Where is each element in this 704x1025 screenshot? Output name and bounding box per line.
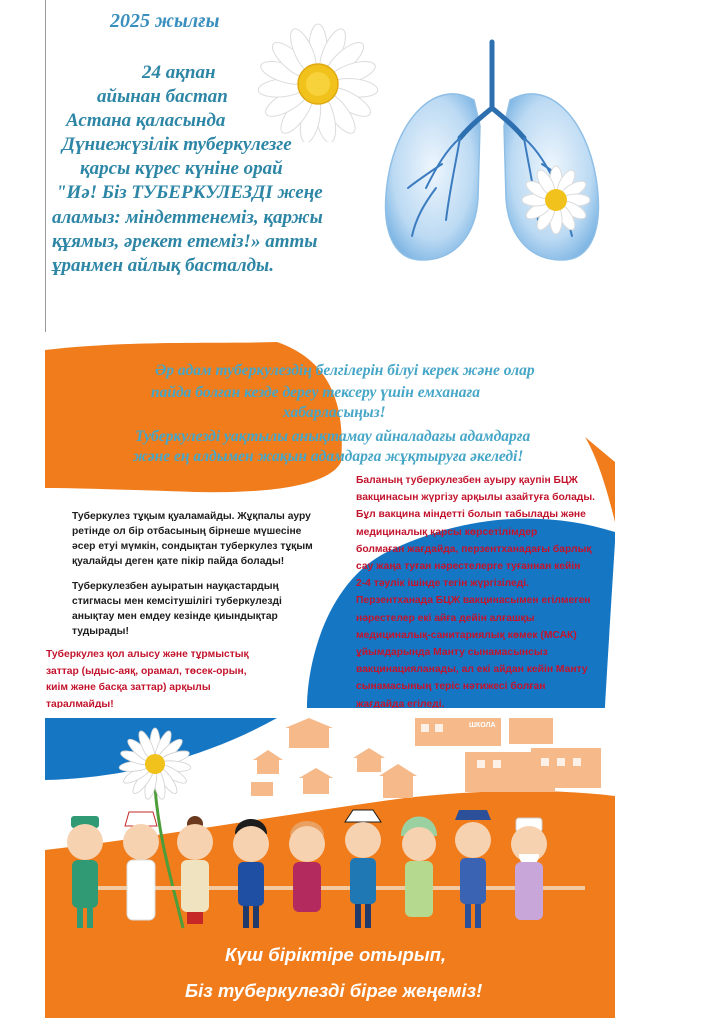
school-sign: ШКОЛА [469,722,496,729]
intro-line: "Иә! Біз ТУБЕРКУЛЕЗДІ жеңе [56,182,323,203]
header-line: Туберкулезді уақтылы анықтамау айналадағы адамдарға [135,428,531,445]
paragraph-stigma: Туберкулезбен ауыратын науқастардың стигмасы мен кемсітушілігі туберкулезді анықтау мен емдеу кезінде қиындықтар тудырады! [72,581,282,637]
paragraph-hereditary: Туберкулез тұқым қуаламайды. Жұқпалы ауру ретінде ол бір отбасының бірнеше мүшесіне әсер етуі мүмкін, сондықтан туберкулез тұқым қуалайды деген қате пікір пайда болады! [72,511,313,567]
intro-line: 24 ақпан [142,62,216,83]
intro-line: Астана қаласында [66,110,226,131]
intro-line: қарсы күрес күніне орай [80,158,283,179]
intro-line: айынан бастап [97,86,228,107]
house-icon [251,718,417,798]
chamomile-icon [256,22,386,142]
header-line: пайда болған кезде дереу тексеру үшін емханаға [151,384,480,401]
intro-line: құямыз, әрекет етеміз!» атты [52,231,318,252]
poster-background [45,718,615,1018]
vertical-rule [45,0,46,332]
header-line: хабарласыңыз! [283,404,386,421]
year-heading: 2025 жылғы [110,10,220,32]
slogan-line-1: Күш біріктіре отырып, [225,944,447,965]
lungs-icon [376,38,608,268]
info-section [45,342,615,708]
intro-section [0,0,704,335]
paragraph-bcg-vaccine: Баланың туберкулезбен ауыру қаупін БЦЖ вакцинасын жүргізу арқылы азайтуға болады. Бұл вакцина міндетті болып табылады және медициналық қарсы көрсетілімдер болмаған жағдайда, перзентханадағы барлық сау жаңа туған нәрестелерге туғаннан кейін 2-4 тәулік ішінде тегін жүргізіледі. Перзентханада БЦЖ вакцинасымен егілмеген нәрестелер екі айға дейін алғашқы медициналық-санитариялық көмек (МСАК) ұйымдарында Манту сынамасынсыз вакцинацияланады, ал екі айдан кейін Манту сынамасының теріс нәтижесі болған жағдайда егіледі. [356,475,596,708]
intro-line: аламыз: міндеттенеміз, қаржы [52,207,323,228]
intro-line: ұранмен айлық басталды. [52,255,274,276]
slogan-section [45,718,615,1018]
intro-line: Дүниежүзілік туберкулезге [62,134,292,155]
slogan-line-2: Біз туберкулезді бірге жеңеміз! [185,980,483,1001]
header-line: Әр адам туберкулездің белгілерін білуі керек және олар [155,362,535,379]
paragraph-not-transmitted: Туберкулез қол алысу және тұрмыстық заттар (ыдыс-аяқ, орамал, төсек-орын, киім және басқа заттар) арқылы таралмайды! [46,649,249,708]
header-line: және ең алдымен жақын адамдарға жұқтыруға әкеледі! [133,448,524,465]
